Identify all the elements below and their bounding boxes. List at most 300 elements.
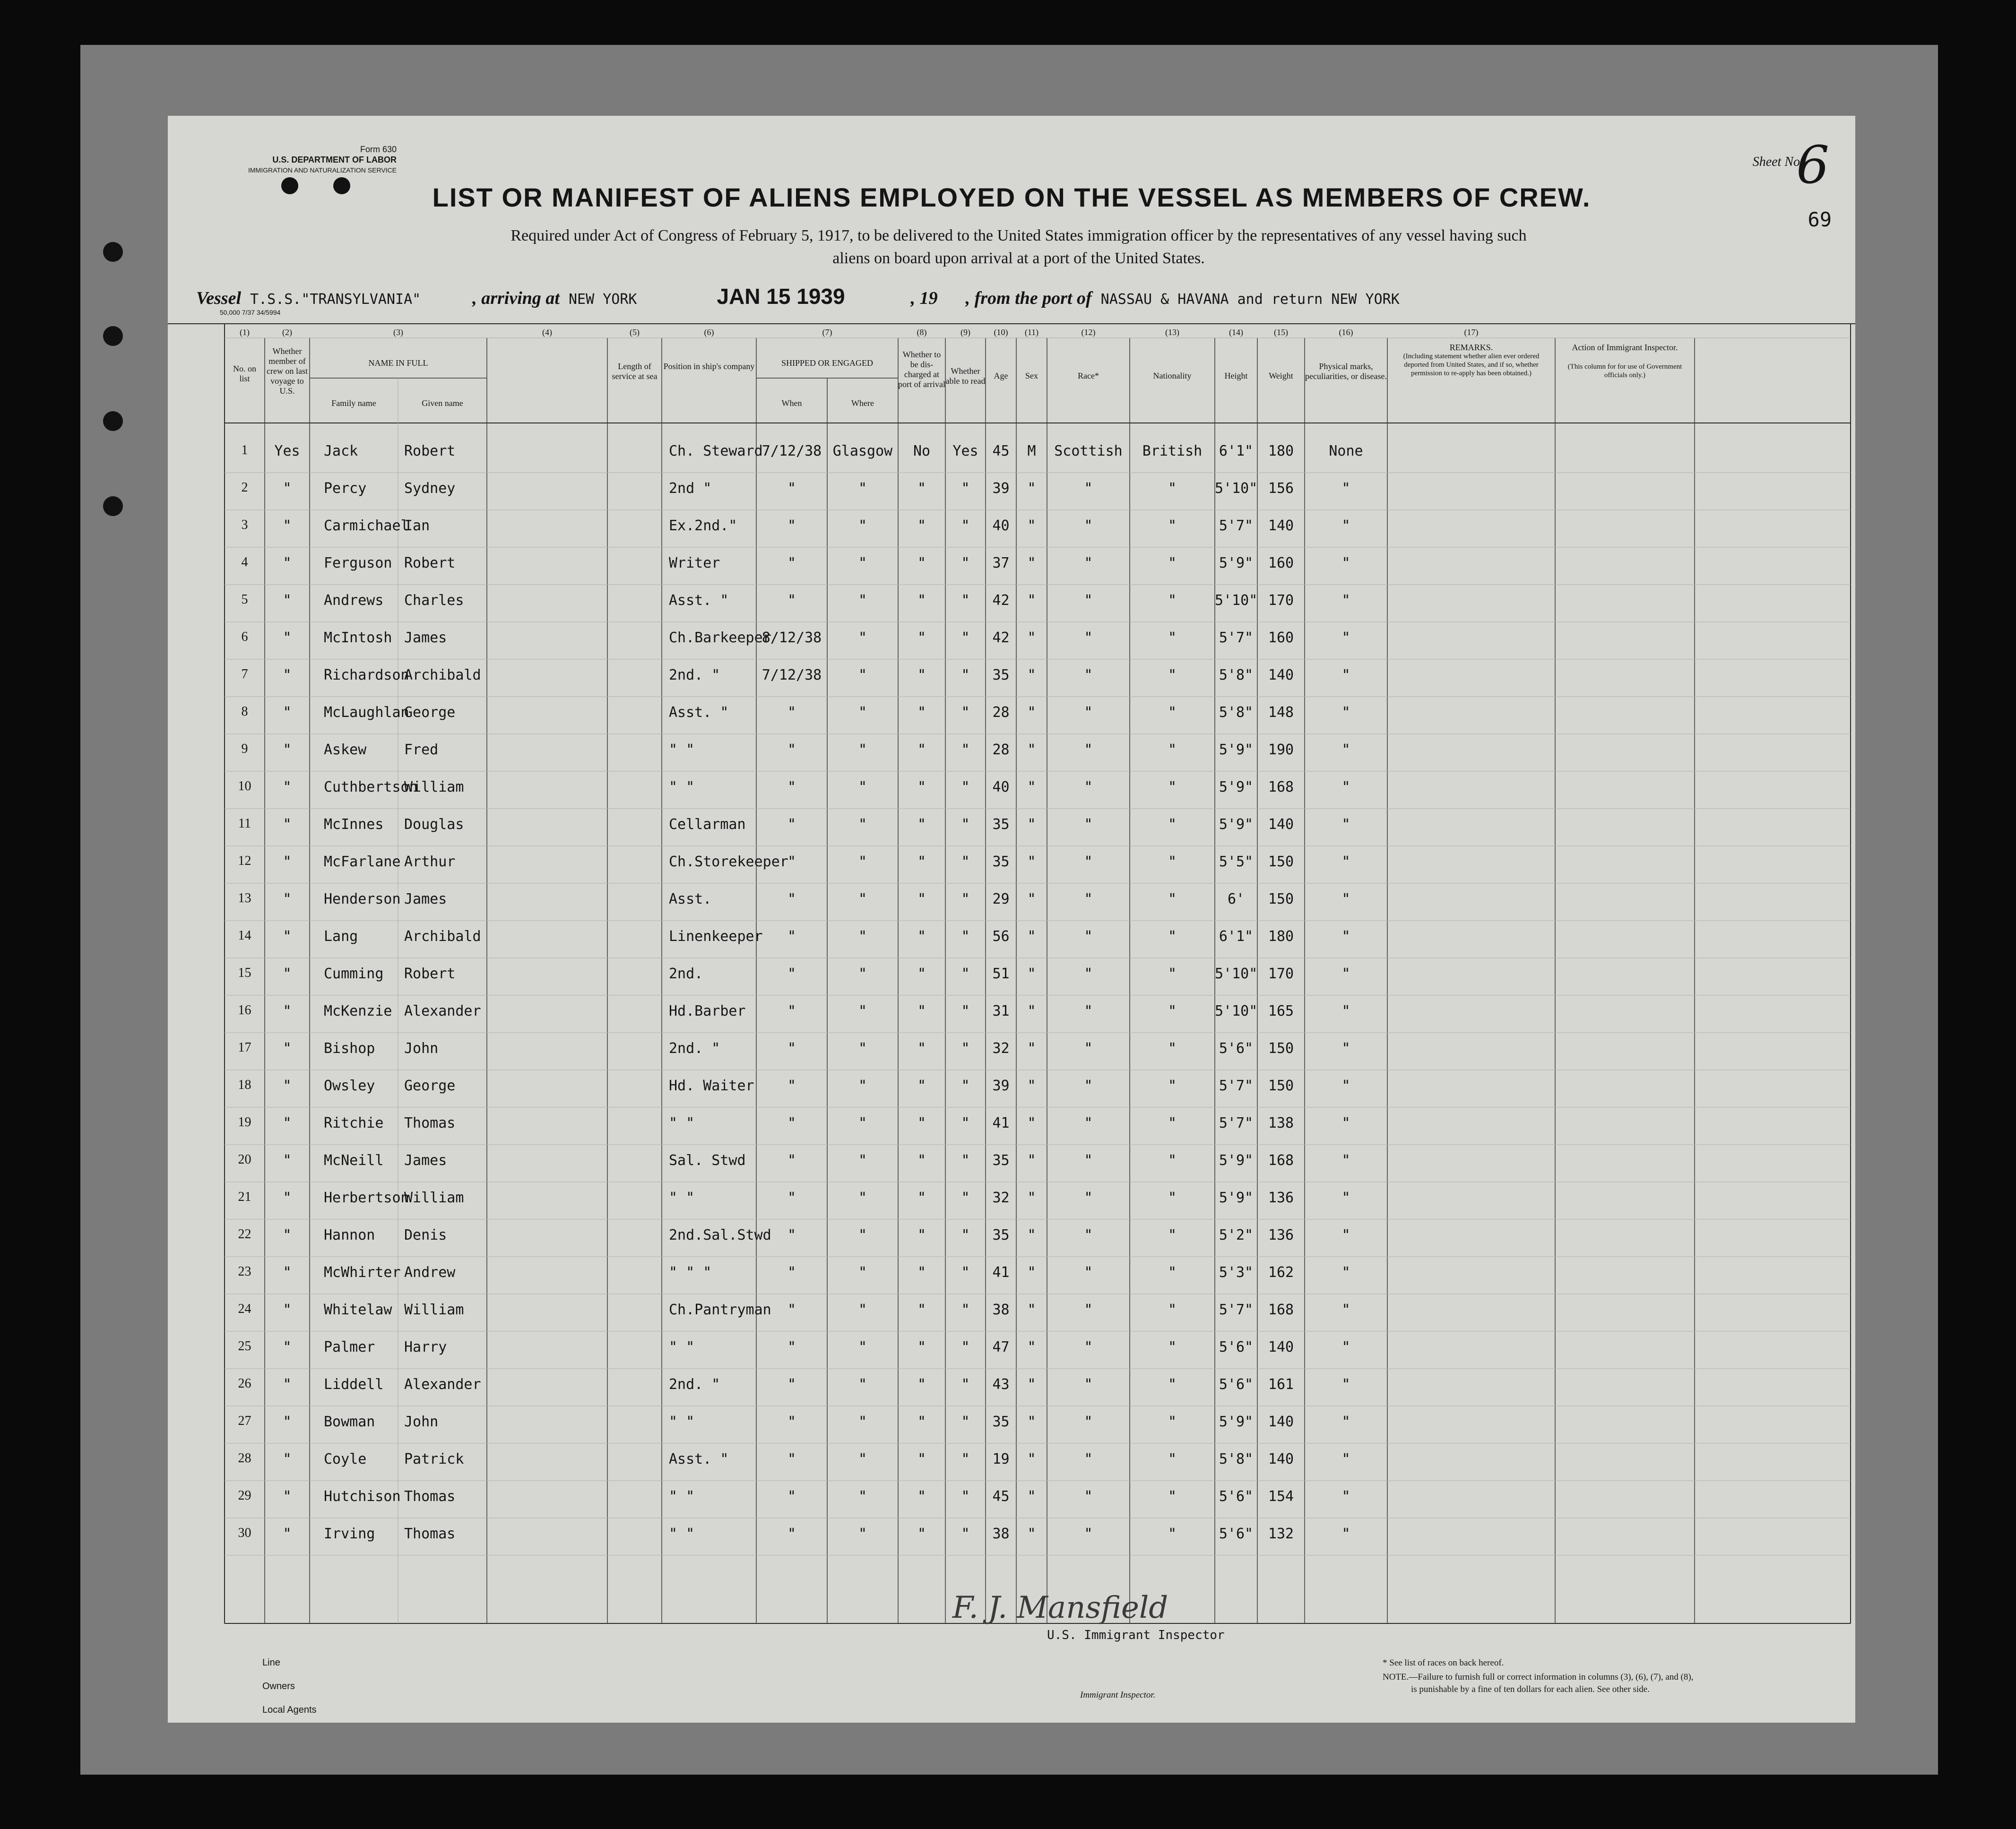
col-num-15: (15) (1274, 328, 1288, 337)
age-cell: 56 (992, 928, 1010, 945)
physical-cell: " (1341, 1526, 1350, 1542)
given-name-cell: Robert (404, 966, 456, 982)
sex-cell: " (1027, 854, 1036, 870)
sex-cell: " (1027, 1003, 1036, 1019)
weight-cell: 136 (1268, 1190, 1294, 1206)
race-cell: " (1084, 1040, 1093, 1057)
given-name-cell: James (404, 630, 447, 646)
where-cell: " (858, 816, 867, 833)
read-cell: " (961, 1040, 970, 1057)
when-cell: " (787, 555, 796, 571)
where-cell: " (858, 891, 867, 907)
read-cell: " (961, 1414, 970, 1430)
table-row (168, 437, 1855, 475)
read-cell: " (961, 480, 970, 497)
read-cell: " (961, 928, 970, 945)
age-cell: 38 (992, 1526, 1010, 1542)
physical-cell: " (1341, 480, 1350, 497)
header-no-on-list: No. on list (233, 364, 256, 383)
when-cell: " (787, 928, 796, 945)
given-name-cell: Denis (404, 1227, 447, 1243)
race-cell: " (1084, 1488, 1093, 1505)
age-cell: 43 (992, 1376, 1010, 1393)
age-cell: 28 (992, 742, 1010, 758)
discharged-cell: " (917, 1227, 926, 1243)
member-cell: " (283, 592, 292, 609)
weight-cell: 150 (1268, 1078, 1294, 1094)
header-weight: Weight (1269, 371, 1293, 380)
age-cell: 42 (992, 630, 1010, 646)
position-cell: " " (669, 1190, 695, 1206)
height-cell: 6'1" (1219, 928, 1254, 945)
given-name-cell: James (404, 1152, 447, 1169)
where-cell: " (858, 1414, 867, 1430)
header-discharged: Whether to be dis-charged at port of arrival (898, 350, 945, 389)
weight-cell: 140 (1268, 518, 1294, 534)
where-cell: " (858, 555, 867, 571)
age-cell: 35 (992, 1152, 1010, 1169)
member-cell: Yes (274, 443, 300, 459)
discharged-cell: " (917, 1376, 926, 1393)
table-row (168, 1520, 1855, 1557)
race-cell: " (1084, 1339, 1093, 1355)
race-cell: " (1084, 1152, 1093, 1169)
sex-cell: " (1027, 630, 1036, 646)
physical-cell: " (1341, 1003, 1350, 1019)
when-cell: " (787, 592, 796, 609)
member-cell: " (283, 518, 292, 534)
age-cell: 41 (992, 1264, 1010, 1281)
when-cell: " (787, 1526, 796, 1542)
header-race: Race* (1078, 371, 1099, 380)
weight-cell: 154 (1268, 1488, 1294, 1505)
position-cell: 2nd. " (669, 1040, 720, 1057)
race-cell: " (1084, 1078, 1093, 1094)
physical-cell: " (1341, 555, 1350, 571)
height-cell: 5'9" (1219, 1414, 1254, 1430)
col-num-4: (4) (542, 328, 552, 337)
row-number: 1 (241, 443, 248, 457)
nationality-cell: " (1168, 630, 1177, 646)
row-number: 16 (238, 1003, 251, 1018)
race-cell: " (1084, 742, 1093, 758)
physical-cell: " (1341, 630, 1350, 646)
height-cell: 5'7" (1219, 518, 1254, 534)
physical-cell: " (1341, 667, 1350, 683)
sheet-number-label: Sheet No. (1752, 155, 1803, 169)
position-cell: Linenkeeper (669, 928, 763, 945)
discharged-cell: " (917, 1451, 926, 1467)
row-number: 12 (238, 854, 251, 868)
sex-cell: " (1027, 555, 1036, 571)
when-cell: " (787, 854, 796, 870)
col-num-3: (3) (393, 328, 403, 337)
col-num-9: (9) (960, 328, 970, 337)
nationality-cell: " (1168, 1451, 1177, 1467)
physical-cell: " (1341, 704, 1350, 721)
weight-cell: 168 (1268, 1152, 1294, 1169)
sex-cell: " (1027, 779, 1036, 795)
local-agents-label: Local Agents (262, 1705, 317, 1715)
header-member: Whether member of crew on last voyage to U.S. (267, 346, 308, 396)
header-length-of-service: Length of service at sea (612, 362, 658, 381)
where-cell: " (858, 1227, 867, 1243)
sex-cell: " (1027, 1414, 1036, 1430)
weight-cell: 136 (1268, 1227, 1294, 1243)
height-cell: 5'7" (1219, 1115, 1254, 1131)
age-cell: 45 (992, 443, 1010, 459)
table-row (168, 475, 1855, 512)
arriving-label: , arriving at (472, 288, 560, 308)
nationality-cell: " (1168, 928, 1177, 945)
physical-cell: " (1341, 779, 1350, 795)
physical-cell: " (1341, 1227, 1350, 1243)
height-cell: 5'10" (1215, 1003, 1258, 1019)
height-cell: 5'7" (1219, 1302, 1254, 1318)
position-cell: Writer (669, 555, 720, 571)
nationality-cell: " (1168, 1115, 1177, 1131)
age-cell: 35 (992, 667, 1010, 683)
discharged-cell: " (917, 1339, 926, 1355)
when-cell: " (787, 518, 796, 534)
age-cell: 51 (992, 966, 1010, 982)
header-name-in-full: NAME IN FULL (368, 358, 428, 368)
discharged-cell: No (913, 443, 931, 459)
family-name-cell: Irving (324, 1526, 375, 1542)
weight-cell: 180 (1268, 928, 1294, 945)
nationality-cell: " (1168, 854, 1177, 870)
header-age: Age (994, 371, 1008, 380)
where-cell: " (858, 1040, 867, 1057)
member-cell: " (283, 1488, 292, 1505)
when-cell: " (787, 1264, 796, 1281)
when-cell: " (787, 1414, 796, 1430)
race-cell: " (1084, 555, 1093, 571)
row-number: 23 (238, 1264, 251, 1279)
family-name-cell: Cuthbertson (324, 779, 418, 795)
sex-cell: " (1027, 1264, 1036, 1281)
read-cell: " (961, 1227, 970, 1243)
family-name-cell: Henderson (324, 891, 401, 907)
physical-cell: " (1341, 1451, 1350, 1467)
when-cell: 7/12/38 (761, 443, 822, 459)
family-name-cell: Jack (324, 443, 358, 459)
height-cell: 5'6" (1219, 1339, 1254, 1355)
position-cell: 2nd.Sal.Stwd (669, 1227, 771, 1243)
read-cell: " (961, 555, 970, 571)
family-name-cell: Palmer (324, 1339, 375, 1355)
family-name-cell: Carmichael (324, 518, 409, 534)
year-label: , 19 (910, 288, 938, 308)
age-cell: 47 (992, 1339, 1010, 1355)
sex-cell: " (1027, 704, 1036, 721)
given-name-cell: Sydney (404, 480, 456, 497)
height-cell: 5'5" (1219, 854, 1254, 870)
family-name-cell: McWhirter (324, 1264, 401, 1281)
table-row (168, 1072, 1855, 1109)
age-cell: 35 (992, 1227, 1010, 1243)
header-remarks: REMARKS. (1449, 343, 1493, 352)
sex-cell: " (1027, 891, 1036, 907)
member-cell: " (283, 1526, 292, 1542)
row-number: 27 (238, 1414, 251, 1428)
physical-cell: " (1341, 854, 1350, 870)
nationality-cell: " (1168, 1488, 1177, 1505)
discharged-cell: " (917, 704, 926, 721)
discharged-cell: " (917, 1078, 926, 1094)
sex-cell: " (1027, 1115, 1036, 1131)
col-num-8: (8) (917, 328, 927, 337)
sex-cell: " (1027, 1376, 1036, 1393)
read-cell: " (961, 1264, 970, 1281)
when-cell: " (787, 1115, 796, 1131)
physical-cell: " (1341, 1414, 1350, 1430)
col-num-14: (14) (1229, 328, 1243, 337)
member-cell: " (283, 928, 292, 945)
when-cell: 7/12/38 (761, 667, 822, 683)
height-cell: 5'6" (1219, 1488, 1254, 1505)
weight-cell: 168 (1268, 1302, 1294, 1318)
weight-cell: 150 (1268, 854, 1294, 870)
when-cell: " (787, 1451, 796, 1467)
weight-cell: 168 (1268, 779, 1294, 795)
race-cell: " (1084, 816, 1093, 833)
race-cell: " (1084, 1264, 1093, 1281)
discharged-cell: " (917, 1414, 926, 1430)
member-cell: " (283, 480, 292, 497)
where-cell: " (858, 1115, 867, 1131)
col-num-2: (2) (282, 328, 292, 337)
nationality-cell: " (1168, 1339, 1177, 1355)
member-cell: " (283, 1339, 292, 1355)
member-cell: " (283, 1451, 292, 1467)
age-cell: 32 (992, 1190, 1010, 1206)
given-name-cell: Alexander (404, 1376, 481, 1393)
penalty-note-1: NOTE.—Failure to furnish full or correct information in columns (3), (6), (7), and (8), (1383, 1672, 1694, 1682)
where-cell: " (858, 630, 867, 646)
when-cell: " (787, 704, 796, 721)
read-cell: " (961, 592, 970, 609)
row-number: 8 (241, 704, 248, 719)
nationality-cell: British (1142, 443, 1203, 459)
age-cell: 35 (992, 816, 1010, 833)
sex-cell: " (1027, 1040, 1036, 1057)
row-number: 7 (241, 667, 248, 682)
height-cell: 5'7" (1219, 630, 1254, 646)
header-remarks-note: (Including statement whether alien ever ordered deported from United States, and if so, whether permission to re-apply has been obtained.) (1403, 353, 1540, 377)
nationality-cell: " (1168, 816, 1177, 833)
family-name-cell: Liddell (324, 1376, 384, 1393)
race-cell: " (1084, 592, 1093, 609)
discharged-cell: " (917, 518, 926, 534)
height-cell: 5'6" (1219, 1040, 1254, 1057)
table-row (168, 1259, 1855, 1296)
read-cell: " (961, 518, 970, 534)
page-title: LIST OR MANIFEST OF ALIENS EMPLOYED ON THE VESSEL AS MEMBERS OF CREW. (432, 182, 1591, 212)
col-num-1: (1) (240, 328, 250, 337)
given-name-cell: William (404, 1190, 464, 1206)
read-cell: " (961, 704, 970, 721)
binder-hole (103, 411, 123, 431)
nationality-cell: " (1168, 966, 1177, 982)
position-cell: Hd. Waiter (669, 1078, 754, 1094)
race-cell: " (1084, 704, 1093, 721)
table-row (168, 549, 1855, 587)
weight-cell: 160 (1268, 555, 1294, 571)
where-cell: " (858, 1488, 867, 1505)
physical-cell: " (1341, 1488, 1350, 1505)
discharged-cell: " (917, 1152, 926, 1169)
race-cell: " (1084, 1227, 1093, 1243)
member-cell: " (283, 816, 292, 833)
nationality-cell: " (1168, 1302, 1177, 1318)
family-name-cell: McFarlane (324, 854, 401, 870)
weight-cell: 140 (1268, 667, 1294, 683)
sex-cell: " (1027, 1302, 1036, 1318)
member-cell: " (283, 704, 292, 721)
table-row (168, 997, 1855, 1035)
physical-cell: " (1341, 1376, 1350, 1393)
member-cell: " (283, 891, 292, 907)
weight-cell: 132 (1268, 1526, 1294, 1542)
discharged-cell: " (917, 928, 926, 945)
discharged-cell: " (917, 891, 926, 907)
given-name-cell: William (404, 779, 464, 795)
row-number: 28 (238, 1451, 251, 1466)
race-cell: " (1084, 630, 1093, 646)
age-cell: 40 (992, 518, 1010, 534)
family-name-cell: Cumming (324, 966, 384, 982)
sex-cell: " (1027, 742, 1036, 758)
nationality-cell: " (1168, 1152, 1177, 1169)
table-row (168, 1371, 1855, 1408)
height-cell: 5'9" (1219, 555, 1254, 571)
physical-cell: " (1341, 891, 1350, 907)
given-name-cell: Douglas (404, 816, 464, 833)
given-name-cell: Charles (404, 592, 464, 609)
age-cell: 40 (992, 779, 1010, 795)
given-name-cell: Alexander (404, 1003, 481, 1019)
member-cell: " (283, 779, 292, 795)
when-cell: " (787, 1152, 796, 1169)
immigrant-inspector-label: Immigrant Inspector. (1080, 1690, 1156, 1700)
vessel-name: T.S.S."TRANSYLVANIA" (250, 291, 421, 308)
owners-label: Owners (262, 1681, 295, 1691)
col-num-13: (13) (1165, 328, 1179, 337)
age-cell: 45 (992, 1488, 1010, 1505)
sex-cell: " (1027, 592, 1036, 609)
member-cell: " (283, 742, 292, 758)
discharged-cell: " (917, 480, 926, 497)
height-cell: 5'6" (1219, 1526, 1254, 1542)
read-cell: " (961, 630, 970, 646)
given-name-cell: James (404, 891, 447, 907)
discharged-cell: " (917, 1003, 926, 1019)
read-cell: " (961, 816, 970, 833)
header-action: Action of Immigrant Inspector. (1572, 343, 1678, 352)
sex-cell: " (1027, 1339, 1036, 1355)
when-cell: " (787, 1376, 796, 1393)
discharged-cell: " (917, 854, 926, 870)
age-cell: 39 (992, 1078, 1010, 1094)
age-cell: 38 (992, 1302, 1010, 1318)
header-action-note: (This column for for use of Government officials only.) (1567, 363, 1682, 379)
member-cell: " (283, 630, 292, 646)
header-sex: Sex (1025, 371, 1038, 380)
given-name-cell: Arthur (404, 854, 456, 870)
where-cell: " (858, 1152, 867, 1169)
row-number: 10 (238, 779, 251, 794)
member-cell: " (283, 1376, 292, 1393)
sex-cell: " (1027, 1152, 1036, 1169)
physical-cell: " (1341, 966, 1350, 982)
header-where: Where (851, 398, 874, 408)
row-number: 20 (238, 1152, 251, 1167)
where-cell: " (858, 928, 867, 945)
family-name-cell: McKenzie (324, 1003, 392, 1019)
where-cell: " (858, 1078, 867, 1094)
position-cell: Asst. " (669, 704, 729, 721)
race-cell: " (1084, 891, 1093, 907)
nationality-cell: " (1168, 779, 1177, 795)
family-name-cell: McInnes (324, 816, 384, 833)
where-cell: " (858, 518, 867, 534)
row-number: 13 (238, 891, 251, 906)
family-name-cell: Ferguson (324, 555, 392, 571)
where-cell: " (858, 1190, 867, 1206)
row-number: 6 (241, 630, 248, 644)
height-cell: 5'9" (1219, 816, 1254, 833)
physical-cell: None (1329, 443, 1363, 459)
position-cell: Asst. (669, 891, 712, 907)
position-cell: Asst. " (669, 592, 729, 609)
where-cell: Glasgow (832, 443, 893, 459)
read-cell: " (961, 1003, 970, 1019)
header-able-to-read: Whether able to read (945, 366, 986, 386)
height-cell: 5'9" (1219, 779, 1254, 795)
physical-cell: " (1341, 816, 1350, 833)
height-cell: 5'10" (1215, 966, 1258, 982)
row-number: 17 (238, 1040, 251, 1055)
sex-cell: " (1027, 667, 1036, 683)
table-row (168, 587, 1855, 624)
read-cell: " (961, 891, 970, 907)
race-cell: Scottish (1054, 443, 1123, 459)
position-cell: " " (669, 779, 695, 795)
read-cell: " (961, 779, 970, 795)
weight-cell: 156 (1268, 480, 1294, 497)
table-row (168, 661, 1855, 699)
nationality-cell: " (1168, 1376, 1177, 1393)
position-cell: Ch.Barkeeper (669, 630, 771, 646)
read-cell: Yes (952, 443, 978, 459)
discharged-cell: " (917, 667, 926, 683)
given-name-cell: Thomas (404, 1526, 456, 1542)
member-cell: " (283, 1040, 292, 1057)
height-cell: 5'9" (1219, 742, 1254, 758)
row-number: 4 (241, 555, 248, 569)
race-cell: " (1084, 667, 1093, 683)
physical-cell: " (1341, 1115, 1350, 1131)
table-row (168, 923, 1855, 960)
where-cell: " (858, 1003, 867, 1019)
height-cell: 5'8" (1219, 1451, 1254, 1467)
nationality-cell: " (1168, 518, 1177, 534)
family-name-cell: Bowman (324, 1414, 375, 1430)
sex-cell: " (1027, 1227, 1036, 1243)
where-cell: " (858, 480, 867, 497)
family-name-cell: Herbertson (324, 1190, 409, 1206)
